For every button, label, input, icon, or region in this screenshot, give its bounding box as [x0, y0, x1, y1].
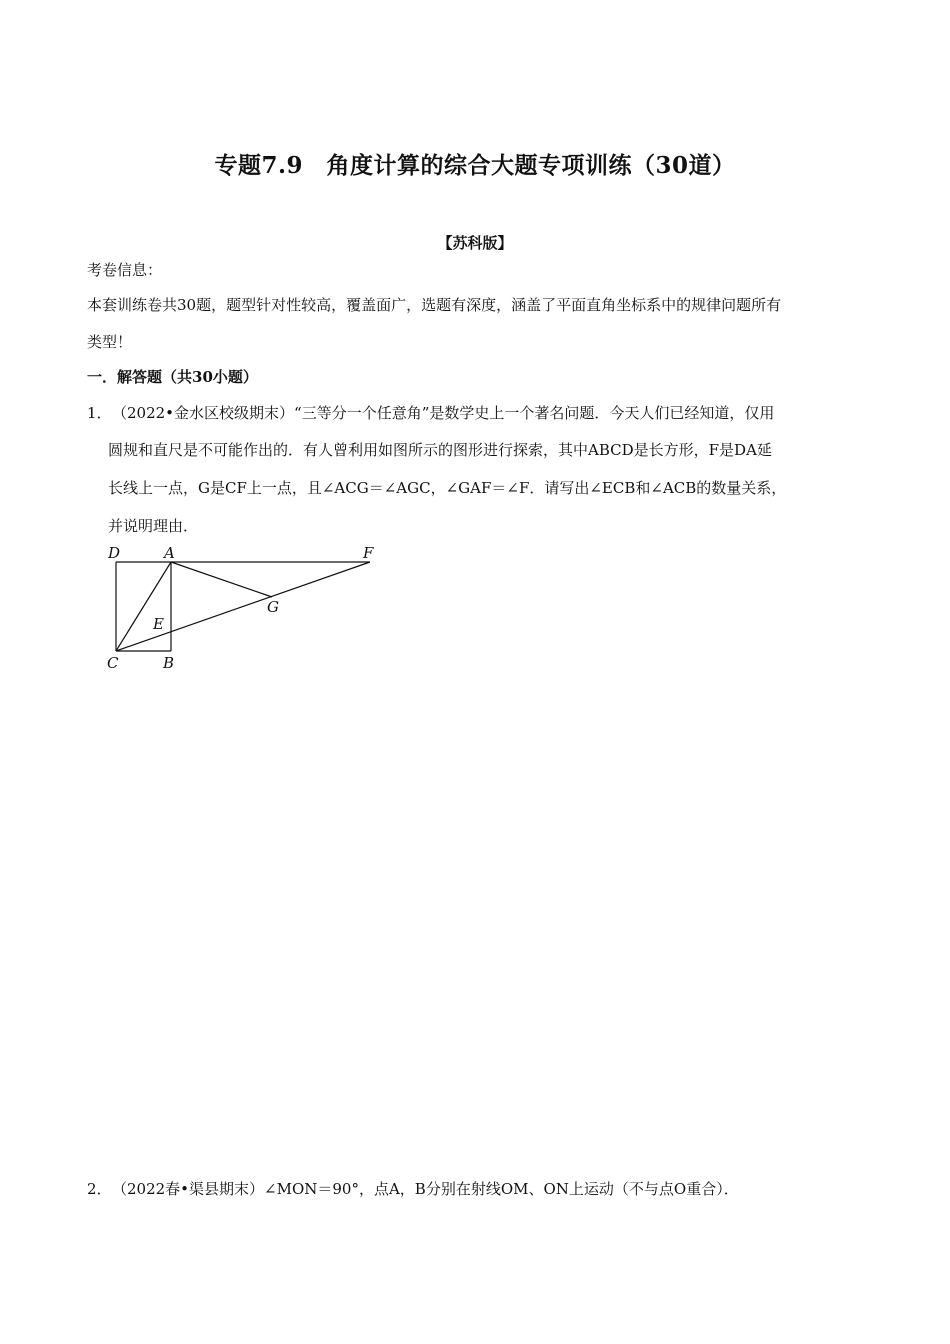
info-label: 考卷信息：	[87, 261, 163, 279]
label-e: E	[153, 615, 164, 633]
question-1-line-3: 长线上一点，G是CF上一点，且∠ACG＝∠AGC，∠GAF＝∠F．请写出∠ECB和∠ACB的数量关系，	[108, 479, 787, 497]
segment-ac	[116, 562, 171, 651]
label-c: C	[107, 654, 119, 672]
section-heading: 一．解答题（共30小题）	[87, 368, 258, 386]
segment-ag	[171, 562, 272, 597]
question-1-figure	[100, 540, 390, 680]
segment-cf	[116, 562, 370, 651]
question-1-line-1: （2022•金水区校级期末）“三等分一个任意角”是数学史上一个著名问题．今天人们已经知道，仅用	[112, 404, 775, 422]
question-2-line-1: （2022春•渠县期末）∠MON＝90°，点A，B分别在射线OM、ON上运动（不与点O重合）．	[112, 1180, 739, 1198]
info-line-2: 类型！	[87, 333, 133, 351]
question-1-number: 1．	[87, 404, 112, 422]
question-1-line-4: 并说明理由．	[108, 517, 199, 535]
label-a: A	[164, 544, 175, 562]
page-title: 专题7.9 角度计算的综合大题专项训练（30道）	[214, 152, 736, 179]
label-b: B	[163, 654, 175, 672]
question-2-number: 2．	[87, 1180, 112, 1198]
label-d: D	[108, 544, 121, 562]
label-f: F	[363, 544, 374, 562]
edition-label: 【苏科版】	[437, 234, 513, 252]
label-g: G	[267, 598, 279, 616]
info-line-1: 本套训练卷共30题，题型针对性较高，覆盖面广，选题有深度，涵盖了平面直角坐标系中的规律问题所有	[87, 296, 782, 314]
question-1-line-2: 圆规和直尺是不可能作出的．有人曾利用如图所示的图形进行探索，其中ABCD是长方形，F是DA延	[108, 441, 772, 459]
